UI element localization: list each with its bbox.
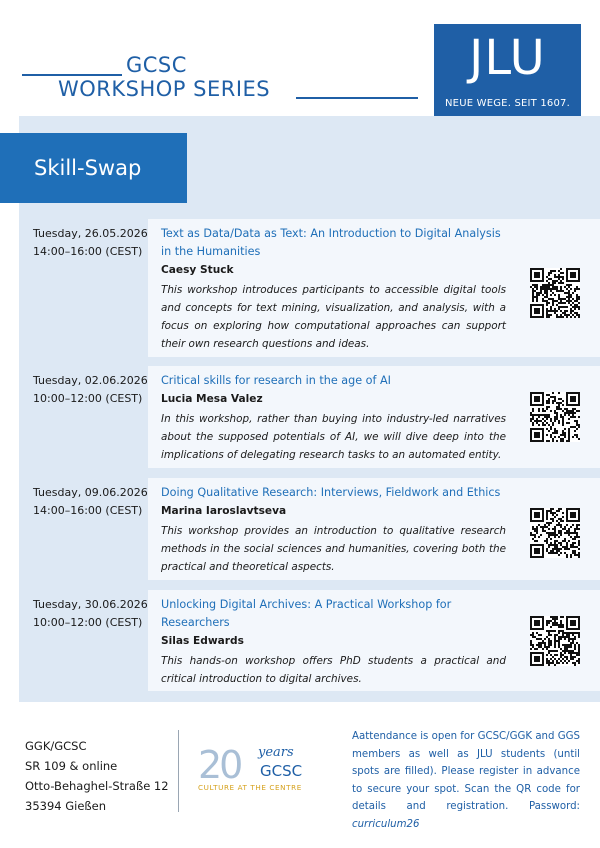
session-4-datetime xyxy=(33,596,148,632)
header-rule-bottom xyxy=(296,97,418,99)
venue-address xyxy=(25,736,169,816)
address-line: GGK/GCSC xyxy=(25,739,87,753)
session-1-datetime xyxy=(33,225,148,261)
session-description: This hands-on workshop offers PhD students a practical and critical introduction to digital archives. xyxy=(161,655,506,685)
session-3-datetime xyxy=(33,484,148,520)
session-speaker: Caesy Stuck xyxy=(161,264,234,276)
registration-info xyxy=(352,728,580,833)
jlu-slogan: NEUE WEGE. SEIT 1607. xyxy=(445,98,570,109)
session-date: Tuesday, 30.06.2026 xyxy=(33,598,148,611)
qr-code-icon[interactable] xyxy=(530,616,580,666)
session-speaker: Silas Edwards xyxy=(161,635,244,647)
session-card-2 xyxy=(148,366,600,468)
session-2-datetime xyxy=(33,372,148,408)
qr-code-icon[interactable] xyxy=(530,508,580,558)
session-card-1 xyxy=(148,219,600,357)
gcsc-20-years-logo xyxy=(198,738,318,798)
session-date: Tuesday, 09.06.2026 xyxy=(33,486,148,499)
logo-years: years xyxy=(258,745,294,760)
jlu-logo xyxy=(434,24,581,118)
session-time: 14:00–16:00 (CEST) xyxy=(33,245,143,258)
session-date: Tuesday, 26.05.2026 xyxy=(33,227,148,240)
session-time: 10:00–12:00 (CEST) xyxy=(33,392,143,405)
footer-divider xyxy=(178,730,179,812)
session-card-3 xyxy=(148,478,600,580)
registration-info-text: Aattendance is open for GCSC/GGK and GGS members as well as JLU students (until spots are filled). Please register in advance to secure your spot. Scan the QR code for details and registration. Password: xyxy=(352,731,580,812)
series-title-line1: GCSC xyxy=(126,53,187,77)
address-line: Otto-Behaghel-Straße 12 xyxy=(25,779,169,793)
session-title[interactable]: Text as Data/Data as Text: An Introduction to Digital Analysis in the Humanities xyxy=(161,227,501,258)
password-value: curriculum26 xyxy=(352,818,420,830)
session-speaker: Marina Iaroslavtseva xyxy=(161,505,287,517)
logo-gcsc: GCSC xyxy=(260,762,303,780)
session-time: 10:00–12:00 (CEST) xyxy=(33,616,143,629)
session-description: This workshop introduces participants to accessible digital tools and concepts for text mining, visualization, and analysis, with a focus on exploring how computational approaches can support their own research questions and ideas. xyxy=(161,284,506,350)
logo-tagline: CULTURE AT THE CENTRE xyxy=(198,783,302,792)
address-line: 35394 Gießen xyxy=(25,799,107,813)
jlu-logo-text: JLU xyxy=(469,30,546,86)
session-title[interactable]: Unlocking Digital Archives: A Practical Workshop for Researchers xyxy=(161,598,452,629)
address-line: SR 109 & online xyxy=(25,759,118,773)
qr-code-icon[interactable] xyxy=(530,268,580,318)
skill-swap-banner: Skill-Swap xyxy=(0,133,187,203)
session-card-4 xyxy=(148,590,600,691)
logo-number: 20 xyxy=(198,743,241,787)
session-speaker: Lucia Mesa Valez xyxy=(161,393,263,405)
series-title xyxy=(58,53,270,101)
session-title[interactable]: Doing Qualitative Research: Interviews, Fieldwork and Ethics xyxy=(161,486,501,499)
session-description: This workshop provides an introduction to qualitative research methods in the social sciences and humanities, covering both the practical and theoretical aspects. xyxy=(161,525,506,573)
session-description: In this workshop, rather than buying into industry-led narratives about the supposed potentials of AI, we will dive deep into the implications of delegating research tasks to an automated entity. xyxy=(161,413,506,461)
qr-code-icon[interactable] xyxy=(530,392,580,442)
session-date: Tuesday, 02.06.2026 xyxy=(33,374,148,387)
session-title[interactable]: Critical skills for research in the age of AI xyxy=(161,374,391,387)
series-title-line2: WORKSHOP SERIES xyxy=(58,77,271,101)
session-time: 14:00–16:00 (CEST) xyxy=(33,504,143,517)
